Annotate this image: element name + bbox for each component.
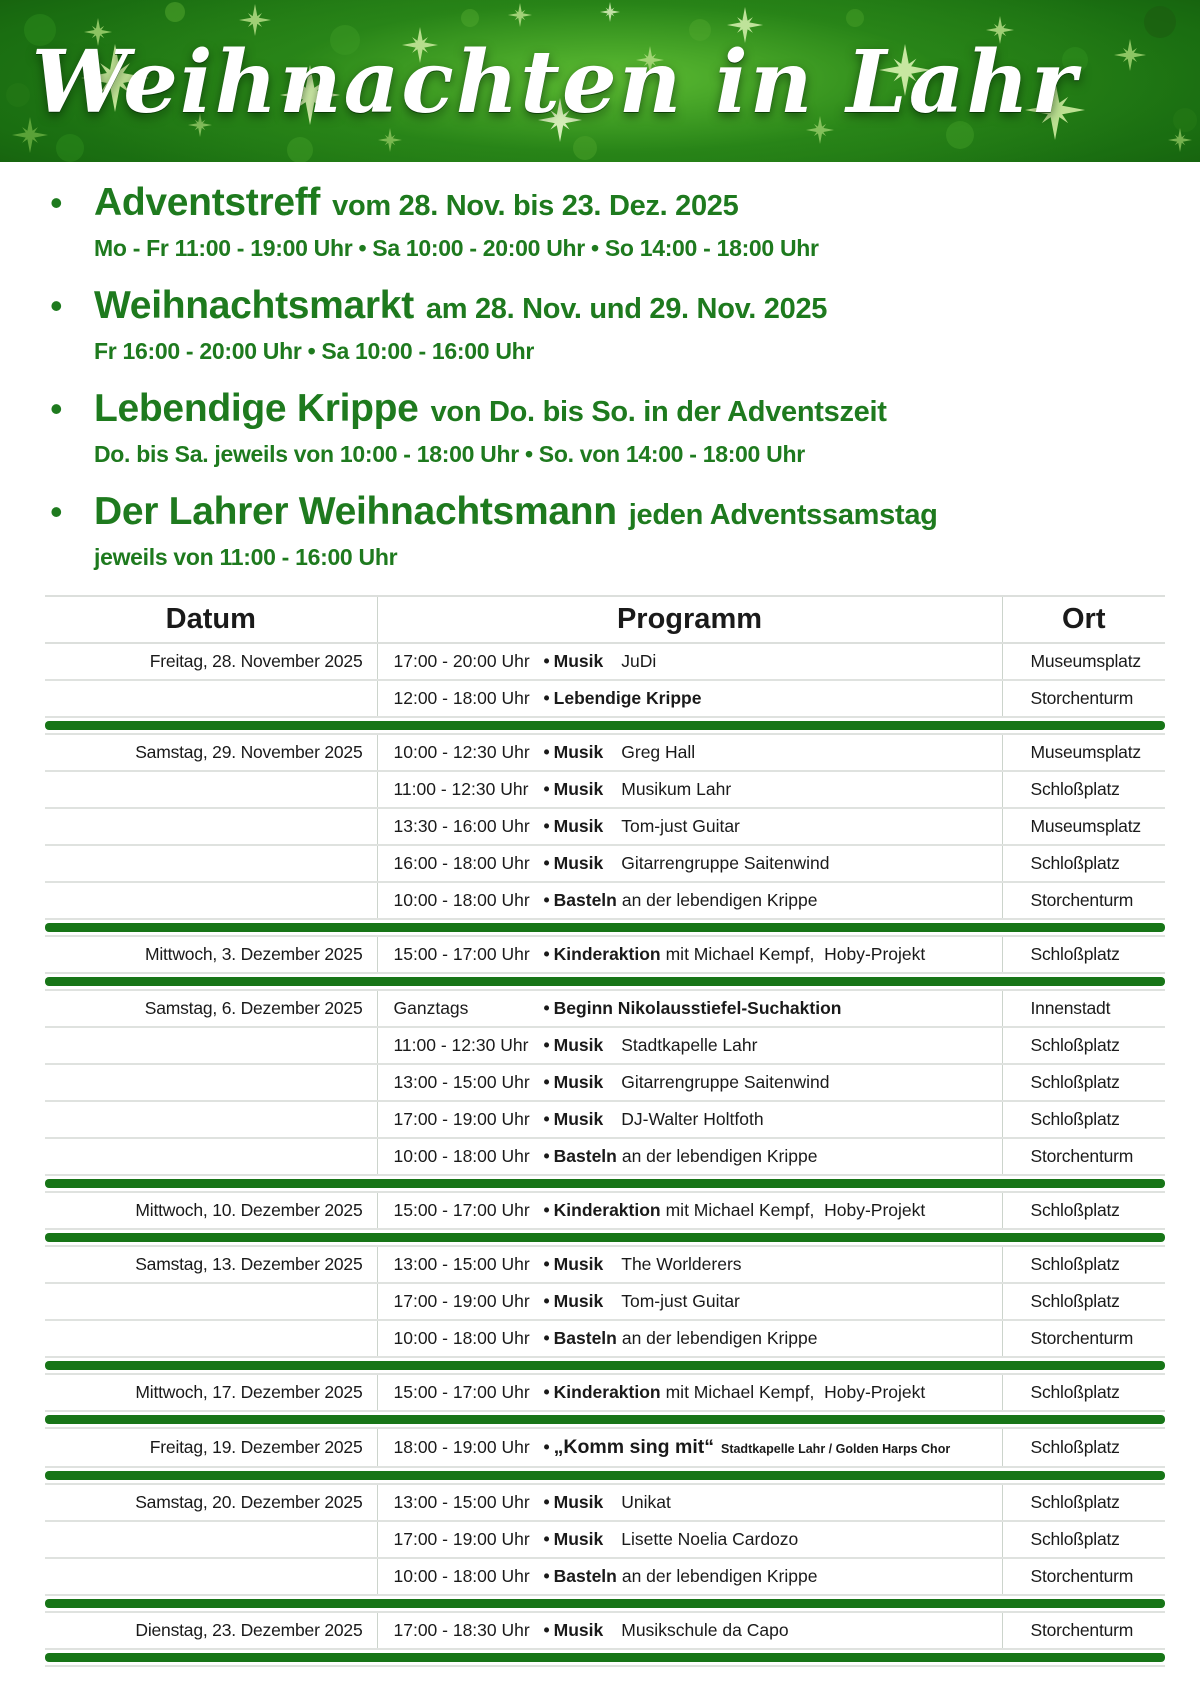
location-cell: Schloßplatz (1002, 845, 1165, 882)
table-row (45, 1612, 1165, 1649)
bullet-icon: • (543, 1146, 550, 1166)
bullet-icon: • (543, 1620, 550, 1640)
table-header-row (45, 596, 1165, 643)
banner (0, 0, 1200, 162)
separator-bar (45, 721, 1165, 730)
event-times: Fr 16:00 - 20:00 Uhr • Sa 10:00 - 16:00 Uhr (94, 338, 535, 364)
event-detail: mit Michael Kempf, Hoby-Projekt (665, 944, 926, 964)
event-time: 13:30 - 16:00 Uhr (393, 816, 530, 836)
location-cell: Storchenturm (1002, 680, 1165, 717)
bullet-icon: • (543, 998, 550, 1018)
date-cell (45, 882, 377, 919)
location-cell: Storchenturm (1002, 1320, 1165, 1357)
event-time: 15:00 - 17:00 Uhr (393, 1200, 530, 1220)
date-cell: Dienstag, 23. Dezember 2025 (45, 1612, 377, 1649)
event-time: 17:00 - 19:00 Uhr (393, 1529, 530, 1549)
separator-bar (45, 1361, 1165, 1370)
location-cell: Schloßplatz (1002, 1484, 1165, 1521)
event-detail: Stadtkapelle Lahr (621, 1035, 758, 1055)
program-cell (377, 1521, 1002, 1558)
event-label: Basteln (553, 1328, 617, 1348)
bullet-icon: • (543, 1328, 550, 1348)
separator-bar (45, 1179, 1165, 1188)
program-cell (377, 771, 1002, 808)
event-time: 17:00 - 18:30 Uhr (393, 1620, 530, 1640)
program-cell (377, 1283, 1002, 1320)
date-cell (45, 771, 377, 808)
location-cell: Schloßplatz (1002, 1374, 1165, 1411)
list-item (50, 180, 1200, 262)
location-cell: Schloßplatz (1002, 1064, 1165, 1101)
event-detail: an der lebendigen Krippe (621, 890, 818, 910)
location-cell: Schloßplatz (1002, 1521, 1165, 1558)
bullet-icon: • (543, 1254, 550, 1274)
event-time: 13:00 - 15:00 Uhr (393, 1492, 530, 1512)
date-cell: Mittwoch, 3. Dezember 2025 (45, 936, 377, 973)
event-time: 13:00 - 15:00 Uhr (393, 1072, 530, 1092)
program-cell (377, 1027, 1002, 1064)
event-times: Mo - Fr 11:00 - 19:00 Uhr • Sa 10:00 - 20:00 Uhr • So 14:00 - 18:00 Uhr (94, 235, 819, 261)
location-cell: Storchenturm (1002, 882, 1165, 919)
program-cell (377, 1484, 1002, 1521)
bullet-icon: • (543, 1382, 550, 1402)
location-cell: Museumsplatz (1002, 643, 1165, 680)
event-dates: am 28. Nov. und 29. Nov. 2025 (425, 293, 828, 325)
bullet-icon: • (543, 1492, 550, 1512)
schedule-table (45, 595, 1165, 1667)
date-cell (45, 808, 377, 845)
program-cell (377, 1374, 1002, 1411)
event-detail: The Worlderers (621, 1254, 742, 1274)
date-cell: Freitag, 19. Dezember 2025 (45, 1428, 377, 1467)
date-cell: Samstag, 6. Dezember 2025 (45, 990, 377, 1027)
event-label: Musik (553, 1035, 604, 1055)
location-cell: Schloßplatz (1002, 771, 1165, 808)
date-cell (45, 1558, 377, 1595)
location-cell: Schloßplatz (1002, 1192, 1165, 1229)
table-row (45, 882, 1165, 919)
group-separator-row (45, 919, 1165, 936)
event-time: 18:00 - 19:00 Uhr (393, 1437, 530, 1457)
program-cell (377, 680, 1002, 717)
bullet-icon: • (543, 651, 550, 671)
separator-bar (45, 1653, 1165, 1662)
date-cell: Samstag, 20. Dezember 2025 (45, 1484, 377, 1521)
location-cell: Innenstadt (1002, 990, 1165, 1027)
event-time: 11:00 - 12:30 Uhr (393, 779, 529, 799)
event-detail: Lisette Noelia Cardozo (621, 1529, 799, 1549)
program-cell (377, 845, 1002, 882)
table-row (45, 1320, 1165, 1357)
table-row (45, 1101, 1165, 1138)
event-detail: Gitarrengruppe Saitenwind (621, 1072, 830, 1092)
location-cell: Storchenturm (1002, 1612, 1165, 1649)
program-cell (377, 1138, 1002, 1175)
location-cell: Museumsplatz (1002, 734, 1165, 771)
location-cell: Schloßplatz (1002, 1246, 1165, 1283)
event-time: 11:00 - 12:30 Uhr (393, 1035, 529, 1055)
date-cell (45, 845, 377, 882)
event-label: Kinderaktion (553, 1200, 661, 1220)
table-row (45, 845, 1165, 882)
list-item (50, 489, 1200, 571)
event-label: Musik (553, 1254, 604, 1274)
event-label: Musik (553, 1072, 604, 1092)
location-cell: Schloßplatz (1002, 1101, 1165, 1138)
schedule-table-body (45, 643, 1165, 1666)
event-label: Musik (553, 853, 604, 873)
group-separator-row (45, 1357, 1165, 1374)
event-time: 17:00 - 19:00 Uhr (393, 1291, 530, 1311)
bullet-icon: • (543, 1437, 550, 1457)
event-summary-list (0, 162, 1200, 571)
program-cell (377, 936, 1002, 973)
bullet-icon: • (543, 742, 550, 762)
program-cell (377, 990, 1002, 1027)
date-cell: Samstag, 29. November 2025 (45, 734, 377, 771)
bullet-icon: • (543, 890, 550, 910)
event-times: jeweils von 11:00 - 16:00 Uhr (94, 544, 398, 570)
date-cell (45, 1320, 377, 1357)
table-row (45, 680, 1165, 717)
event-label: Beginn Nikolausstiefel-Suchaktion (553, 998, 842, 1018)
event-label: Musik (553, 779, 604, 799)
date-cell: Freitag, 28. November 2025 (45, 643, 377, 680)
separator-bar (45, 1233, 1165, 1242)
event-label: „Komm sing mit“ (553, 1436, 714, 1458)
event-detail: DJ-Walter Holtfoth (621, 1109, 764, 1129)
event-label: Basteln (553, 1566, 617, 1586)
bullet-icon: • (543, 1035, 550, 1055)
date-cell (45, 680, 377, 717)
event-time: 10:00 - 12:30 Uhr (393, 742, 530, 762)
table-row (45, 734, 1165, 771)
bullet-icon: • (543, 944, 550, 964)
date-cell: Samstag, 13. Dezember 2025 (45, 1246, 377, 1283)
event-time: 12:00 - 18:00 Uhr (393, 688, 530, 708)
table-row (45, 808, 1165, 845)
location-cell: Museumsplatz (1002, 808, 1165, 845)
program-cell (377, 1101, 1002, 1138)
date-cell: Mittwoch, 10. Dezember 2025 (45, 1192, 377, 1229)
bullet-icon: • (543, 779, 550, 799)
location-cell: Storchenturm (1002, 1138, 1165, 1175)
program-cell (377, 1612, 1002, 1649)
date-cell (45, 1521, 377, 1558)
program-cell (377, 1064, 1002, 1101)
bullet-icon: • (543, 688, 550, 708)
list-item (50, 386, 1200, 468)
event-detail: Gitarrengruppe Saitenwind (621, 853, 830, 873)
page-title: Weihnachten in Lahr (31, 32, 1079, 133)
bullet-icon: • (50, 491, 63, 532)
event-time: 10:00 - 18:00 Uhr (393, 890, 530, 910)
program-cell (377, 808, 1002, 845)
event-label: Musik (553, 742, 604, 762)
program-cell (377, 882, 1002, 919)
separator-bar (45, 1471, 1165, 1480)
program-cell (377, 1246, 1002, 1283)
event-detail: Tom-just Guitar (621, 816, 740, 836)
table-row (45, 1283, 1165, 1320)
separator-bar (45, 923, 1165, 932)
separator-bar (45, 977, 1165, 986)
table-row (45, 1428, 1165, 1467)
table-row (45, 936, 1165, 973)
event-dates: jeden Adventssamstag (628, 499, 938, 531)
bullet-icon: • (543, 853, 550, 873)
program-cell (377, 734, 1002, 771)
group-separator-row (45, 1649, 1165, 1666)
event-title: Lebendige Krippe (94, 387, 419, 430)
bullet-icon: • (543, 816, 550, 836)
event-label: Basteln (553, 890, 617, 910)
event-label: Lebendige Krippe (553, 688, 702, 708)
table-row (45, 1374, 1165, 1411)
date-cell: Mittwoch, 17. Dezember 2025 (45, 1374, 377, 1411)
table-row (45, 1246, 1165, 1283)
event-detail: Tom-just Guitar (621, 1291, 740, 1311)
date-cell (45, 1027, 377, 1064)
location-cell: Schloßplatz (1002, 936, 1165, 973)
event-detail: Greg Hall (621, 742, 696, 762)
program-cell (377, 1192, 1002, 1229)
event-label: Musik (553, 1529, 604, 1549)
event-detail: mit Michael Kempf, Hoby-Projekt (665, 1382, 926, 1402)
table-row (45, 643, 1165, 680)
event-label: Musik (553, 816, 604, 836)
date-cell (45, 1101, 377, 1138)
event-detail: Unikat (621, 1492, 671, 1512)
location-cell: Schloßplatz (1002, 1428, 1165, 1467)
bullet-icon: • (543, 1200, 550, 1220)
event-detail: Musikum Lahr (621, 779, 732, 799)
table-row (45, 1558, 1165, 1595)
table-row (45, 1521, 1165, 1558)
event-time: 17:00 - 19:00 Uhr (393, 1109, 530, 1129)
bullet-icon: • (50, 388, 63, 429)
group-separator-row (45, 1175, 1165, 1192)
bullet-icon: • (50, 285, 63, 326)
event-label: Basteln (553, 1146, 617, 1166)
group-separator-row (45, 973, 1165, 990)
bullet-icon: • (543, 1109, 550, 1129)
table-row (45, 1064, 1165, 1101)
event-label: Musik (553, 651, 604, 671)
event-dates: von Do. bis So. in der Adventszeit (430, 396, 887, 428)
event-time: 13:00 - 15:00 Uhr (393, 1254, 530, 1274)
program-cell (377, 643, 1002, 680)
table-row (45, 1138, 1165, 1175)
event-time: 15:00 - 17:00 Uhr (393, 944, 530, 964)
event-time: 10:00 - 18:00 Uhr (393, 1328, 530, 1348)
event-title: Der Lahrer Weihnachtsmann (94, 490, 617, 533)
event-label: Musik (553, 1492, 604, 1512)
event-label: Kinderaktion (553, 944, 661, 964)
event-label: Musik (553, 1620, 604, 1640)
event-detail: an der lebendigen Krippe (621, 1146, 818, 1166)
column-header-datum: Datum (45, 596, 377, 643)
group-separator-row (45, 1467, 1165, 1484)
location-cell: Storchenturm (1002, 1558, 1165, 1595)
bullet-icon: • (543, 1291, 550, 1311)
event-time: 10:00 - 18:00 Uhr (393, 1566, 530, 1586)
location-cell: Schloßplatz (1002, 1283, 1165, 1320)
group-separator-row (45, 717, 1165, 734)
group-separator-row (45, 1411, 1165, 1428)
date-cell (45, 1064, 377, 1101)
program-cell (377, 1558, 1002, 1595)
event-title: Adventstreff (94, 181, 321, 224)
group-separator-row (45, 1229, 1165, 1246)
table-row (45, 990, 1165, 1027)
event-detail: an der lebendigen Krippe (621, 1566, 818, 1586)
event-title: Weihnachtsmarkt (94, 284, 414, 327)
list-item (50, 283, 1200, 365)
separator-bar (45, 1415, 1165, 1424)
event-detail: Musikschule da Capo (621, 1620, 789, 1640)
event-dates: vom 28. Nov. bis 23. Dez. 2025 (332, 190, 739, 222)
event-time: 15:00 - 17:00 Uhr (393, 1382, 530, 1402)
group-separator-row (45, 1595, 1165, 1612)
table-row (45, 1484, 1165, 1521)
table-row (45, 1027, 1165, 1064)
table-row (45, 1192, 1165, 1229)
event-time: 16:00 - 18:00 Uhr (393, 853, 530, 873)
event-detail: an der lebendigen Krippe (621, 1328, 818, 1348)
event-label: Kinderaktion (553, 1382, 661, 1402)
bullet-icon: • (543, 1072, 550, 1092)
date-cell (45, 1138, 377, 1175)
event-detail-small: Stadtkapelle Lahr / Golden Harps Chor (720, 1442, 951, 1456)
separator-bar (45, 1599, 1165, 1608)
event-time: 10:00 - 18:00 Uhr (393, 1146, 530, 1166)
program-cell (377, 1428, 1002, 1467)
event-label: Musik (553, 1109, 604, 1129)
event-label: Musik (553, 1291, 604, 1311)
event-detail: JuDi (621, 651, 657, 671)
column-header-programm: Programm (377, 596, 1002, 643)
bullet-icon: • (50, 182, 63, 223)
bullet-icon: • (543, 1529, 550, 1549)
event-times: Do. bis Sa. jeweils von 10:00 - 18:00 Uhr • So. von 14:00 - 18:00 Uhr (94, 441, 805, 467)
event-time: Ganztags (393, 998, 469, 1018)
event-time: 17:00 - 20:00 Uhr (393, 651, 530, 671)
location-cell: Schloßplatz (1002, 1027, 1165, 1064)
bullet-icon: • (543, 1566, 550, 1586)
date-cell (45, 1283, 377, 1320)
table-row (45, 771, 1165, 808)
column-header-ort: Ort (1002, 596, 1165, 643)
program-cell (377, 1320, 1002, 1357)
event-detail: mit Michael Kempf, Hoby-Projekt (665, 1200, 926, 1220)
